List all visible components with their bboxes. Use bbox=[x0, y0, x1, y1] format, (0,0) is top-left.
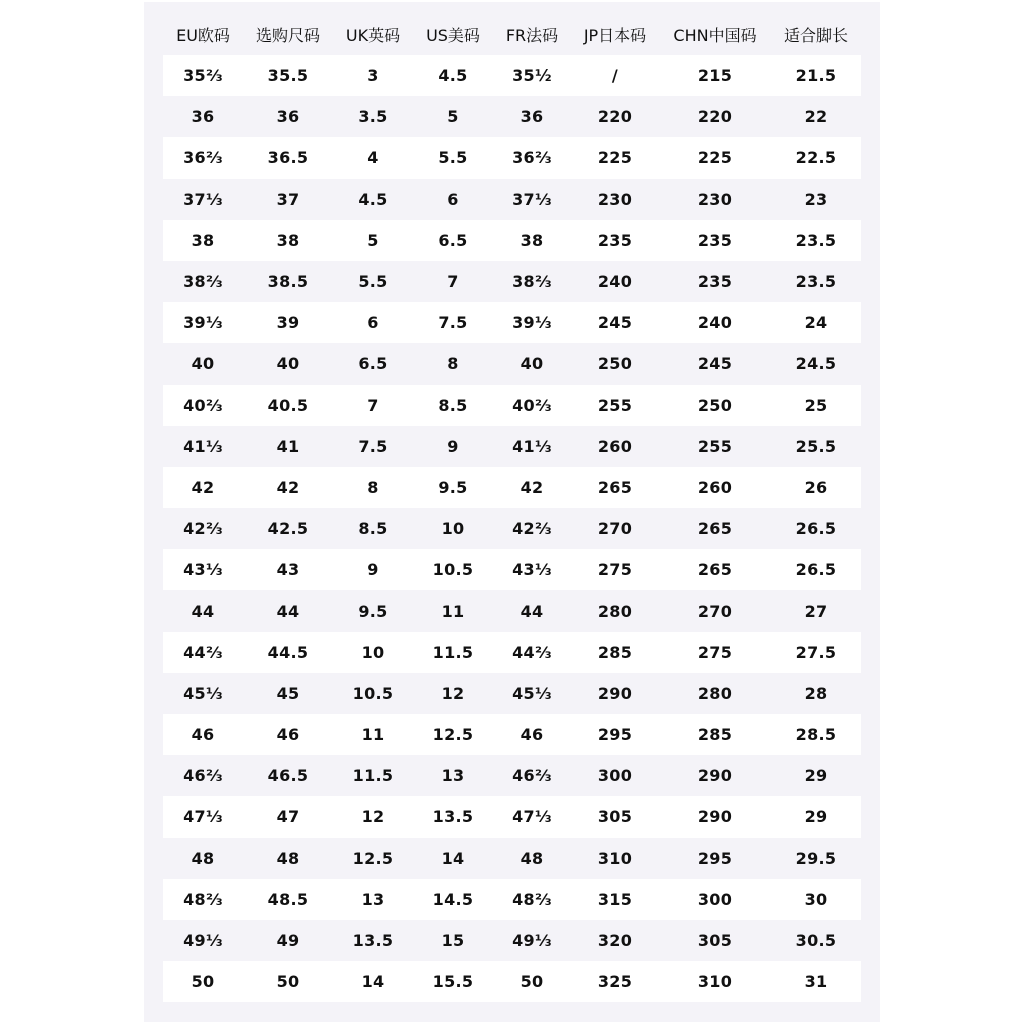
cell-uk-size: 10 bbox=[361, 642, 385, 662]
cell-purchase-size: 36 bbox=[276, 107, 300, 127]
table-row bbox=[163, 179, 861, 220]
cell-chn-size: 300 bbox=[697, 889, 733, 909]
header-foot-length: 适合脚长 bbox=[783, 25, 848, 45]
cell-jp-size: 280 bbox=[597, 601, 633, 621]
table-row bbox=[163, 673, 861, 714]
cell-purchase-size: 49 bbox=[276, 931, 300, 951]
cell-purchase-size: 48 bbox=[276, 848, 300, 868]
cell-eu-size: 42 bbox=[191, 477, 215, 497]
cell-purchase-size: 38 bbox=[276, 230, 300, 250]
cell-jp-size: 225 bbox=[597, 148, 633, 168]
cell-fr-size: 46⅔ bbox=[512, 766, 552, 786]
cell-purchase-size: 36.5 bbox=[267, 148, 309, 168]
cell-jp-size: / bbox=[611, 66, 619, 86]
table-row bbox=[163, 261, 861, 302]
table-row bbox=[163, 590, 861, 631]
cell-foot-length: 25 bbox=[804, 395, 828, 415]
cell-uk-size: 9 bbox=[367, 560, 379, 580]
cell-purchase-size: 37 bbox=[276, 189, 300, 209]
cell-fr-size: 40 bbox=[520, 354, 544, 374]
cell-foot-length: 23 bbox=[804, 189, 828, 209]
cell-purchase-size: 44 bbox=[276, 601, 300, 621]
cell-eu-size: 45⅓ bbox=[183, 683, 223, 703]
cell-eu-size: 46⅔ bbox=[183, 766, 223, 786]
cell-chn-size: 225 bbox=[697, 148, 733, 168]
cell-chn-size: 295 bbox=[697, 848, 733, 868]
cell-jp-size: 255 bbox=[597, 395, 633, 415]
cell-purchase-size: 45 bbox=[276, 683, 300, 703]
cell-foot-length: 30 bbox=[804, 889, 828, 909]
cell-eu-size: 50 bbox=[191, 972, 215, 992]
header-chn-size: CHN中国码 bbox=[673, 25, 757, 45]
cell-chn-size: 265 bbox=[697, 519, 733, 539]
cell-jp-size: 295 bbox=[597, 725, 633, 745]
table-row bbox=[163, 96, 861, 137]
table-row bbox=[163, 961, 861, 1002]
cell-uk-size: 12 bbox=[361, 807, 385, 827]
cell-foot-length: 26.5 bbox=[795, 560, 837, 580]
table-row bbox=[163, 838, 861, 879]
cell-uk-size: 4.5 bbox=[358, 189, 388, 209]
cell-fr-size: 44⅔ bbox=[512, 642, 552, 662]
cell-purchase-size: 47 bbox=[276, 807, 300, 827]
cell-purchase-size: 40 bbox=[276, 354, 300, 374]
cell-purchase-size: 42 bbox=[276, 477, 300, 497]
cell-uk-size: 8 bbox=[367, 477, 379, 497]
cell-us-size: 5.5 bbox=[438, 148, 468, 168]
cell-purchase-size: 40.5 bbox=[267, 395, 309, 415]
cell-fr-size: 36 bbox=[520, 107, 544, 127]
cell-eu-size: 38⅔ bbox=[183, 272, 223, 292]
table-row bbox=[163, 385, 861, 426]
cell-jp-size: 245 bbox=[597, 313, 633, 333]
cell-uk-size: 13.5 bbox=[352, 931, 394, 951]
cell-eu-size: 47⅓ bbox=[183, 807, 223, 827]
cell-us-size: 14.5 bbox=[432, 889, 474, 909]
cell-jp-size: 220 bbox=[597, 107, 633, 127]
cell-eu-size: 37⅓ bbox=[183, 189, 223, 209]
header-fr-size: FR法码 bbox=[505, 25, 559, 45]
cell-jp-size: 240 bbox=[597, 272, 633, 292]
cell-us-size: 7.5 bbox=[438, 313, 468, 333]
cell-us-size: 15 bbox=[441, 931, 465, 951]
cell-foot-length: 29.5 bbox=[795, 848, 837, 868]
table-row bbox=[163, 796, 861, 837]
cell-fr-size: 48 bbox=[520, 848, 544, 868]
cell-chn-size: 310 bbox=[697, 972, 733, 992]
cell-chn-size: 240 bbox=[697, 313, 733, 333]
cell-us-size: 12.5 bbox=[432, 725, 474, 745]
cell-fr-size: 50 bbox=[520, 972, 544, 992]
cell-eu-size: 40 bbox=[191, 354, 215, 374]
cell-fr-size: 44 bbox=[520, 601, 544, 621]
cell-foot-length: 29 bbox=[804, 766, 828, 786]
cell-eu-size: 48 bbox=[191, 848, 215, 868]
cell-eu-size: 49⅓ bbox=[183, 931, 223, 951]
cell-us-size: 9 bbox=[447, 436, 459, 456]
cell-purchase-size: 38.5 bbox=[267, 272, 309, 292]
cell-jp-size: 250 bbox=[597, 354, 633, 374]
cell-jp-size: 290 bbox=[597, 683, 633, 703]
cell-foot-length: 31 bbox=[804, 972, 828, 992]
cell-eu-size: 40⅔ bbox=[183, 395, 223, 415]
cell-jp-size: 230 bbox=[597, 189, 633, 209]
cell-us-size: 8 bbox=[447, 354, 459, 374]
cell-purchase-size: 41 bbox=[276, 436, 300, 456]
table-row bbox=[163, 467, 861, 508]
cell-foot-length: 25.5 bbox=[795, 436, 837, 456]
cell-purchase-size: 50 bbox=[276, 972, 300, 992]
cell-eu-size: 44 bbox=[191, 601, 215, 621]
cell-chn-size: 235 bbox=[697, 230, 733, 250]
table-row bbox=[163, 714, 861, 755]
cell-uk-size: 11.5 bbox=[352, 766, 394, 786]
cell-fr-size: 43⅓ bbox=[512, 560, 552, 580]
table-row bbox=[163, 220, 861, 261]
cell-uk-size: 5 bbox=[367, 230, 379, 250]
cell-foot-length: 23.5 bbox=[795, 272, 837, 292]
cell-eu-size: 39⅓ bbox=[183, 313, 223, 333]
cell-us-size: 6 bbox=[447, 189, 459, 209]
cell-purchase-size: 35.5 bbox=[267, 66, 309, 86]
cell-chn-size: 230 bbox=[697, 189, 733, 209]
table-row bbox=[163, 632, 861, 673]
cell-purchase-size: 48.5 bbox=[267, 889, 309, 909]
cell-jp-size: 305 bbox=[597, 807, 633, 827]
cell-chn-size: 260 bbox=[697, 477, 733, 497]
cell-uk-size: 14 bbox=[361, 972, 385, 992]
cell-foot-length: 30.5 bbox=[795, 931, 837, 951]
cell-us-size: 6.5 bbox=[438, 230, 468, 250]
cell-foot-length: 22.5 bbox=[795, 148, 837, 168]
header-jp-size: JP日本码 bbox=[583, 25, 647, 45]
cell-us-size: 7 bbox=[447, 272, 459, 292]
cell-purchase-size: 42.5 bbox=[267, 519, 309, 539]
cell-purchase-size: 44.5 bbox=[267, 642, 309, 662]
table-row bbox=[163, 549, 861, 590]
cell-us-size: 5 bbox=[447, 107, 459, 127]
cell-fr-size: 38 bbox=[520, 230, 544, 250]
cell-us-size: 13 bbox=[441, 766, 465, 786]
cell-fr-size: 42⅔ bbox=[512, 519, 552, 539]
cell-us-size: 4.5 bbox=[438, 66, 468, 86]
cell-foot-length: 27 bbox=[804, 601, 828, 621]
cell-chn-size: 250 bbox=[697, 395, 733, 415]
header-us-size: US美码 bbox=[426, 25, 480, 45]
cell-us-size: 14 bbox=[441, 848, 465, 868]
cell-fr-size: 49⅓ bbox=[512, 931, 552, 951]
cell-eu-size: 44⅔ bbox=[183, 642, 223, 662]
cell-eu-size: 36⅔ bbox=[183, 148, 223, 168]
table-row bbox=[163, 426, 861, 467]
cell-jp-size: 325 bbox=[597, 972, 633, 992]
cell-jp-size: 320 bbox=[597, 931, 633, 951]
cell-us-size: 11.5 bbox=[432, 642, 474, 662]
cell-foot-length: 21.5 bbox=[795, 66, 837, 86]
cell-fr-size: 37⅓ bbox=[512, 189, 552, 209]
cell-us-size: 12 bbox=[441, 683, 465, 703]
cell-us-size: 10.5 bbox=[432, 560, 474, 580]
cell-us-size: 10 bbox=[441, 519, 465, 539]
cell-us-size: 8.5 bbox=[438, 395, 468, 415]
cell-chn-size: 290 bbox=[697, 807, 733, 827]
cell-foot-length: 24 bbox=[804, 313, 828, 333]
table-row bbox=[163, 508, 861, 549]
cell-uk-size: 8.5 bbox=[358, 519, 388, 539]
table-row bbox=[163, 920, 861, 961]
cell-chn-size: 235 bbox=[697, 272, 733, 292]
cell-jp-size: 310 bbox=[597, 848, 633, 868]
cell-fr-size: 39⅓ bbox=[512, 313, 552, 333]
cell-uk-size: 3 bbox=[367, 66, 379, 86]
cell-chn-size: 305 bbox=[697, 931, 733, 951]
cell-chn-size: 265 bbox=[697, 560, 733, 580]
cell-foot-length: 24.5 bbox=[795, 354, 837, 374]
table-row bbox=[163, 343, 861, 384]
cell-foot-length: 28.5 bbox=[795, 725, 837, 745]
header-eu-size: EU欧码 bbox=[176, 25, 230, 45]
cell-chn-size: 245 bbox=[697, 354, 733, 374]
cell-eu-size: 35⅔ bbox=[183, 66, 223, 86]
cell-chn-size: 270 bbox=[697, 601, 733, 621]
cell-eu-size: 36 bbox=[191, 107, 215, 127]
cell-eu-size: 48⅔ bbox=[183, 889, 223, 909]
cell-fr-size: 42 bbox=[520, 477, 544, 497]
cell-jp-size: 315 bbox=[597, 889, 633, 909]
table-row bbox=[163, 755, 861, 796]
cell-foot-length: 28 bbox=[804, 683, 828, 703]
cell-fr-size: 36⅔ bbox=[512, 148, 552, 168]
cell-uk-size: 7 bbox=[367, 395, 379, 415]
size-chart-header bbox=[163, 15, 861, 53]
cell-foot-length: 26.5 bbox=[795, 519, 837, 539]
cell-eu-size: 41⅓ bbox=[183, 436, 223, 456]
cell-foot-length: 23.5 bbox=[795, 230, 837, 250]
cell-foot-length: 27.5 bbox=[795, 642, 837, 662]
cell-fr-size: 47⅓ bbox=[512, 807, 552, 827]
cell-uk-size: 9.5 bbox=[358, 601, 388, 621]
cell-uk-size: 3.5 bbox=[358, 107, 388, 127]
table-row bbox=[163, 137, 861, 178]
cell-chn-size: 220 bbox=[697, 107, 733, 127]
cell-foot-length: 29 bbox=[804, 807, 828, 827]
cell-chn-size: 290 bbox=[697, 766, 733, 786]
cell-eu-size: 43⅓ bbox=[183, 560, 223, 580]
cell-purchase-size: 39 bbox=[276, 313, 300, 333]
cell-eu-size: 42⅔ bbox=[183, 519, 223, 539]
cell-uk-size: 7.5 bbox=[358, 436, 388, 456]
table-row bbox=[163, 879, 861, 920]
cell-jp-size: 300 bbox=[597, 766, 633, 786]
cell-chn-size: 215 bbox=[697, 66, 733, 86]
header-purchase-size: 选购尺码 bbox=[255, 25, 320, 45]
cell-jp-size: 275 bbox=[597, 560, 633, 580]
cell-purchase-size: 46 bbox=[276, 725, 300, 745]
cell-fr-size: 40⅔ bbox=[512, 395, 552, 415]
cell-fr-size: 41⅓ bbox=[512, 436, 552, 456]
cell-us-size: 13.5 bbox=[432, 807, 474, 827]
cell-fr-size: 38⅔ bbox=[512, 272, 552, 292]
cell-chn-size: 275 bbox=[697, 642, 733, 662]
cell-uk-size: 4 bbox=[367, 148, 379, 168]
cell-uk-size: 11 bbox=[361, 725, 385, 745]
cell-uk-size: 13 bbox=[361, 889, 385, 909]
cell-jp-size: 270 bbox=[597, 519, 633, 539]
cell-fr-size: 46 bbox=[520, 725, 544, 745]
table-row bbox=[163, 55, 861, 96]
header-uk-size: UK英码 bbox=[345, 25, 401, 45]
cell-chn-size: 255 bbox=[697, 436, 733, 456]
cell-foot-length: 26 bbox=[804, 477, 828, 497]
cell-jp-size: 260 bbox=[597, 436, 633, 456]
cell-fr-size: 48⅔ bbox=[512, 889, 552, 909]
table-row bbox=[163, 302, 861, 343]
cell-jp-size: 235 bbox=[597, 230, 633, 250]
size-chart bbox=[144, 2, 880, 1022]
cell-chn-size: 285 bbox=[697, 725, 733, 745]
cell-us-size: 15.5 bbox=[432, 972, 474, 992]
cell-eu-size: 46 bbox=[191, 725, 215, 745]
cell-fr-size: 35½ bbox=[512, 66, 552, 86]
cell-jp-size: 285 bbox=[597, 642, 633, 662]
cell-us-size: 9.5 bbox=[438, 477, 468, 497]
cell-uk-size: 12.5 bbox=[352, 848, 394, 868]
cell-purchase-size: 46.5 bbox=[267, 766, 309, 786]
cell-eu-size: 38 bbox=[191, 230, 215, 250]
cell-uk-size: 6 bbox=[367, 313, 379, 333]
cell-foot-length: 22 bbox=[804, 107, 828, 127]
cell-purchase-size: 43 bbox=[276, 560, 300, 580]
cell-uk-size: 5.5 bbox=[358, 272, 388, 292]
cell-jp-size: 265 bbox=[597, 477, 633, 497]
cell-chn-size: 280 bbox=[697, 683, 733, 703]
cell-uk-size: 10.5 bbox=[352, 683, 394, 703]
size-chart-body bbox=[163, 55, 861, 1002]
cell-fr-size: 45⅓ bbox=[512, 683, 552, 703]
cell-us-size: 11 bbox=[441, 601, 465, 621]
cell-uk-size: 6.5 bbox=[358, 354, 388, 374]
